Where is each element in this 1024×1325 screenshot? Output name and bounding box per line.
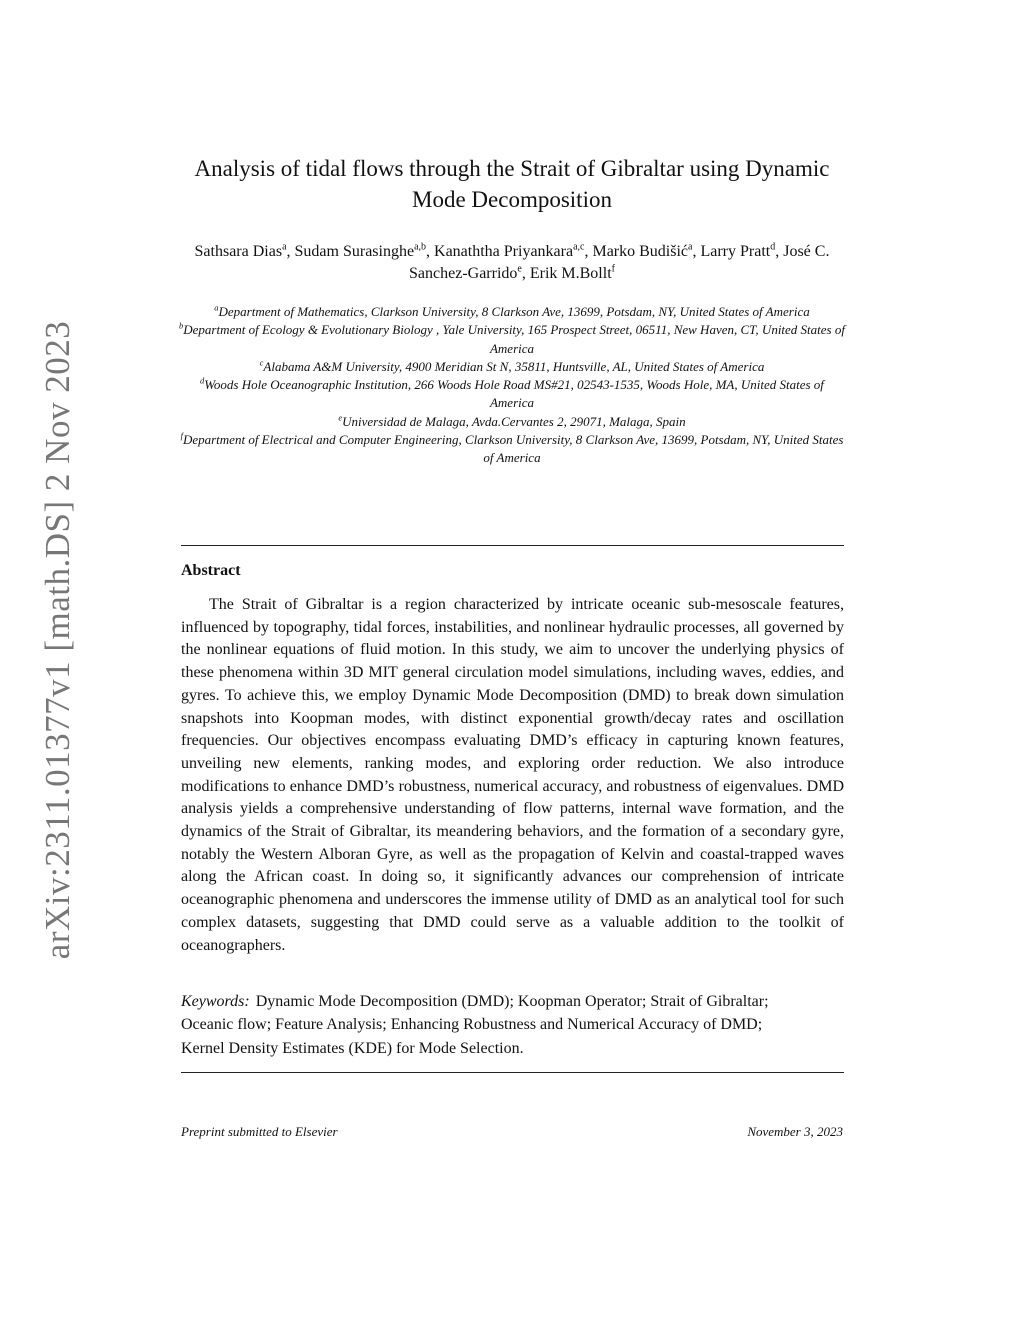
affiliation: $^a$Department of Mathematics, Clarkson University, 8 Clarkson Ave, 13699, Potsdam, NY, United States of America: [214, 302, 810, 319]
paper-title: Analysis of tidal flows through the Strait of Gibraltar using Dynamic Mode Decomposition: [194, 156, 830, 212]
keywords-text: Dynamic Mode Decomposition (DMD); Koopman Operator; Strait of Gibraltar; Oceanic flow; Feature Analysis; Enhancing Robustness and Numerical Accuracy of DMD; Kernel Density Estimates (KDE) for Mode Selection.: [181, 993, 769, 1057]
abstract-heading: Abstract: [181, 562, 241, 579]
author-list: Sathsara Dias$^a$, Sudam Surasinghe$^{a,b}$, Kanaththa Priyankara$^{a,c}$, Marko Budišić$^a$, Larry Pratt$^d$, José C. Sanchez-Garrido$^e$, Erik M.Bollt$^f$: [194, 241, 830, 282]
footer-preprint-note: Preprint submitted to Elsevier: [181, 1124, 338, 1139]
author: Kanaththa Priyankara$^{a,c}$: [434, 241, 585, 260]
affiliation: $^d$Woods Hole Oceanographic Institution, 266 Woods Hole Road MS#21, 02543-1535, Woods Hole, MA, United States of America: [200, 375, 824, 411]
author: Erik M.Bollt$^f$: [529, 263, 615, 282]
author: Sudam Surasinghe$^{a,b}$: [294, 241, 427, 260]
author: Marko Budišić$^a$: [592, 241, 693, 260]
affiliation-list: [178, 303, 846, 468]
arxiv-identifier-stamp: arXiv:2311.01377v1 [math.DS] 2 Nov 2023: [38, 320, 77, 960]
affiliation: $^e$Universidad de Malaga, Avda.Cervantes 2, 29071, Malaga, Spain: [338, 412, 686, 429]
author: José C. Sanchez-Garrido$^e$: [409, 243, 830, 282]
footer-date: November 3, 2023: [747, 1124, 843, 1139]
author: Larry Pratt$^d$: [700, 241, 776, 260]
affiliation: $^b$Department of Ecology & Evolutionary Biology , Yale University, 165 Prospect Street, 06511, New Haven, CT, United States of America: [179, 320, 845, 356]
affiliation: $^f$Department of Electrical and Computer Engineering, Clarkson University, 8 Clarkson Ave, 13699, Potsdam, NY, United States of America: [180, 430, 844, 466]
keywords-label: Keywords:: [181, 993, 250, 1010]
author: Sathsara Dias$^a$: [194, 241, 287, 260]
abstract-body: The Strait of Gibraltar is a region characterized by intricate oceanic sub-mesoscale features, influenced by topography, tidal forces, instabilities, and nonlinear hydraulic processes, all governed by the nonlinear equations of fluid motion. In this study, we aim to uncover the underlying physics of these phenomena within 3D MIT general circulation model simulations, including waves, eddies, and gyres. To achieve this, we employ Dynamic Mode Decomposition (DMD) to break down simulation snapshots into Koopman modes, with distinct exponential growth/decay rates and oscillation frequencies. Our objectives encompass evaluating DMD’s efficacy in capturing known features, unveiling new elements, ranking modes, and exploring order reduction. We also introduce modifications to enhance DMD’s robustness, numerical accuracy, and robustness of eigenvalues. DMD analysis yields a comprehensive understanding of flow patterns, internal wave formation, and the dynamics of the Strait of Gibraltar, its meandering behaviors, and the formation of a secondary gyre, notably the Western Alboran Gyre, as well as the propagation of Kelvin and coastal-trapped waves along the African coast. In doing so, it significantly advances our comprehension of intricate oceanographic phenomena and underscores the immense utility of DMD as an analytical tool for such complex datasets, suggesting that DMD could serve as a valuable addition to the toolkit of oceanographers.: [181, 596, 844, 954]
abstract-top-rule: [181, 545, 844, 546]
abstract-bottom-rule: [181, 1072, 844, 1073]
affiliation: $^c$Alabama A&M University, 4900 Meridian St N, 35811, Huntsville, AL, United States of America: [259, 357, 765, 374]
keywords: [181, 990, 801, 1060]
